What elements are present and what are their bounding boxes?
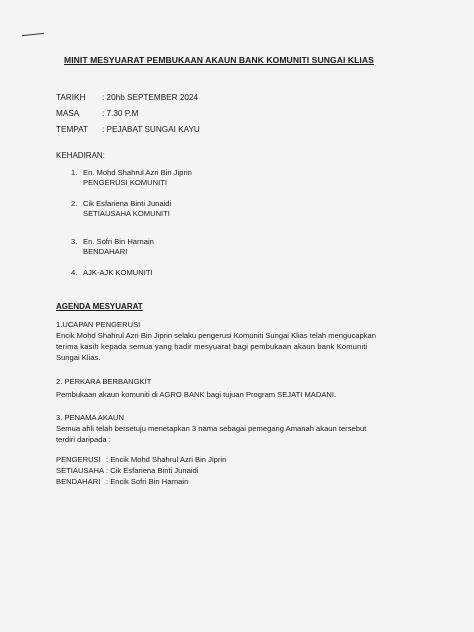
info-value: : PEJABAT SUNGAI KAYU (102, 125, 200, 134)
attendee-role: SETIAUSAHA KOMUNITI (83, 209, 170, 218)
document-title: MINIT MESYUARAT PEMBUKAAN AKAUN BANK KOMUNITI SUNGAI KLIAS (64, 55, 374, 65)
attendee-role: PENGERUSI KOMUNITI (83, 178, 167, 187)
info-label: MASA (56, 109, 80, 118)
info-row-time (56, 109, 138, 118)
attendee-1 (71, 168, 192, 188)
attendee-role: BENDAHARI (83, 247, 128, 256)
nominee-row (56, 477, 188, 487)
attendee-2 (71, 199, 171, 219)
attendee-number: 4. (71, 268, 78, 277)
nominee-role: SETIAUSAHA (56, 466, 105, 475)
agenda-section-3-line: Semua ahli telah bersetuju menetapkan 3 nama sebagai pemegang Amanah akaun tersebut (56, 424, 367, 433)
scan-mark (22, 33, 44, 36)
agenda-section-3-title: 3. PENAMA AKAUN (56, 413, 124, 422)
info-value: : 7.30 P.M (102, 109, 139, 118)
agenda-section-3-line: terdiri daripada : (56, 435, 111, 444)
attendee-name: Cik Esfariena Binti Junaidi (83, 199, 172, 208)
info-row-venue (56, 125, 200, 134)
agenda-section-2-line: Pembukaan akaun komuniti di AGRO BANK bagi tujuan Program SEJATI MADANI. (56, 390, 337, 399)
nominee-row (56, 466, 198, 476)
agenda-section-1-title: 1.UCAPAN PENGERUSI (56, 320, 141, 329)
attendee-number: 1. (71, 168, 78, 177)
info-row-date (56, 93, 198, 102)
nominee-name: : Cik Esfariena Binti Junaidi (106, 466, 199, 475)
nominee-name: : Encik Sofri Bin Harnain (106, 477, 189, 486)
agenda-section-2-title: 2. PERKARA BERBANGKIT (56, 377, 152, 386)
attendee-name: En. Sofri Bin Harnain (83, 237, 154, 246)
agenda-heading: AGENDA MESYUARAT (56, 302, 143, 311)
agenda-section-1-line: Encik Mohd Shahrul Azri Bin Jiprin selaku pengerusi Komuniti Sungai Klias telah mengucapkan (56, 331, 376, 340)
info-value: : 20hb SEPTEMBER 2024 (102, 93, 199, 102)
agenda-section-1-line: Sungai Klias. (56, 353, 101, 362)
nominee-row (56, 455, 226, 465)
attendee-name: AJK-AJK KOMUNITI (83, 268, 153, 277)
attendee-number: 2. (71, 199, 78, 208)
nominee-name: : Encik Mohd Shahrul Azri Bin Jiprin (106, 455, 227, 464)
info-label: TARIKH (56, 93, 86, 102)
attendee-4 (71, 268, 153, 278)
nominee-role: BENDAHARI (56, 477, 101, 486)
attendee-3 (71, 237, 154, 257)
agenda-section-1-line: terima kasih kepada semua yang hadir mesyuarat bagi pembukaan akaun bank Komuniti (56, 342, 368, 351)
attendance-heading: KEHADIRAN: (56, 151, 105, 160)
attendee-number: 3. (71, 237, 78, 246)
info-label: TEMPAT (56, 125, 88, 134)
nominee-role: PENGERUSI (56, 455, 101, 464)
attendee-name: En. Mohd Shahrul Azri Bin Jiprin (83, 168, 192, 177)
